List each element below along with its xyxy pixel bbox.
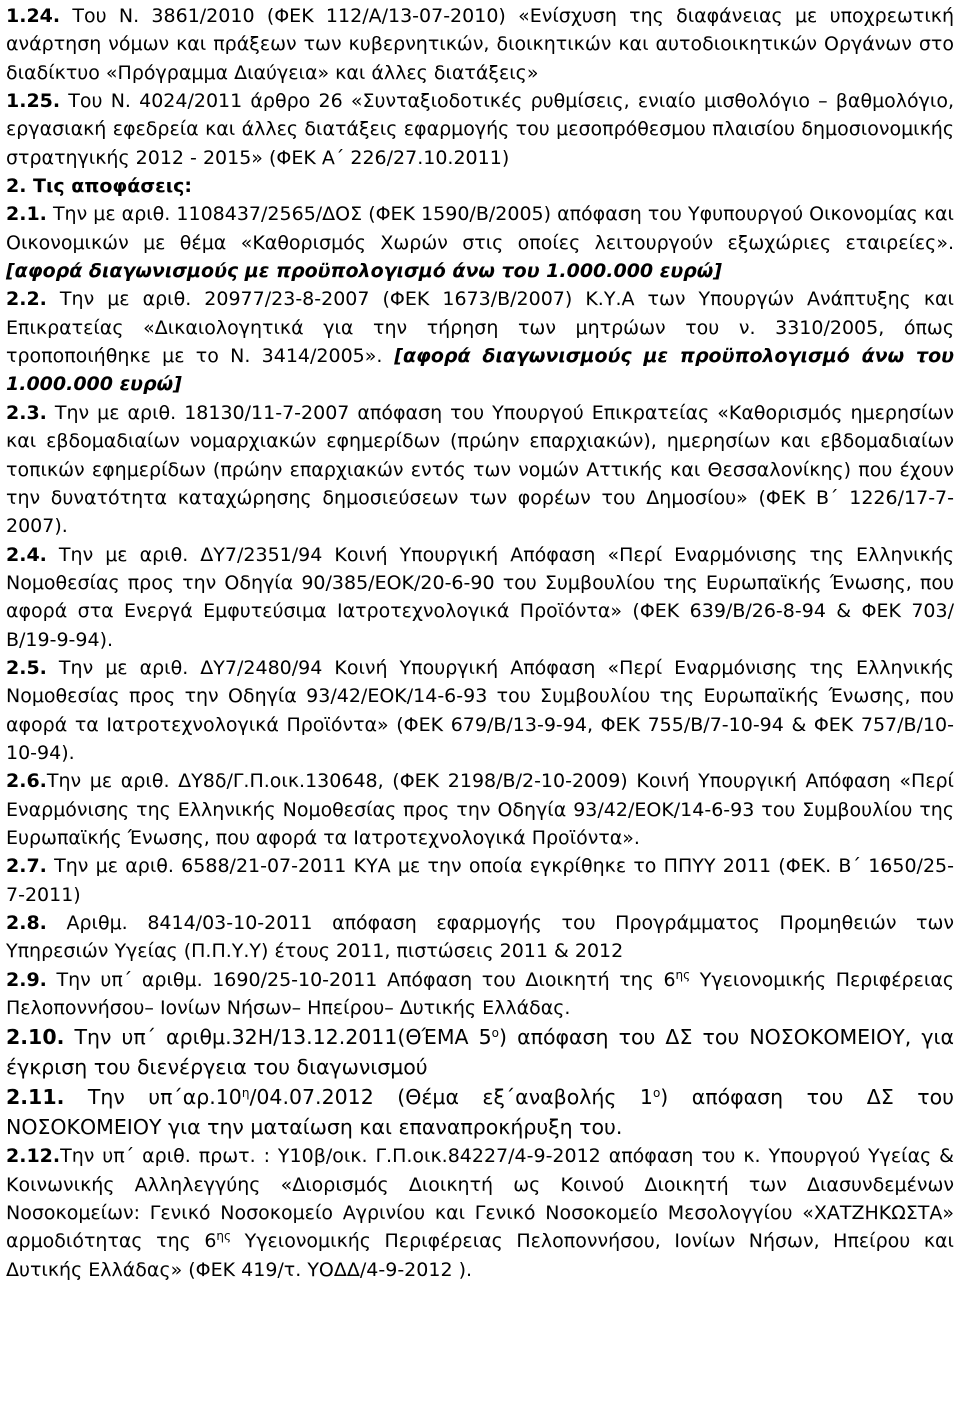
- item-1-24: [6, 2, 954, 87]
- item-number: 2.4.: [6, 543, 47, 566]
- item-number: 2.12.: [6, 1145, 61, 1168]
- item-text: Την με αριθ. 1108437/2565/ΔΟΣ (ΦΕΚ 1590/Β/2005) απόφαση του Υφυπουργού Οικονομίας και Οικονομικών με θέμα «Καθορισμός Χωρών στις οποίες λειτουργούν εξωχώριες εταιρείες».: [6, 203, 954, 254]
- item-2-12: [6, 1142, 954, 1284]
- item-number: 2.5.: [6, 656, 47, 679]
- item-text: Την με αριθ. 20977/23-8-2007 (ΦΕΚ 1673/Β/2007) Κ.Υ.Α των Υπουργών Ανάπτυξης και Επικρατείας «Δικαιολογητικά για την τήρηση των μητρώων του ν. 3310/2005, όπως τροποποιήθηκε με το Ν. 3414/2005».: [6, 288, 954, 368]
- item-2-3: [6, 399, 954, 541]
- superscript: ο: [491, 1026, 500, 1041]
- item-text: Την υπ΄αρ.10: [64, 1085, 242, 1110]
- item-text: Την με αριθ. ΔΥ8δ/Γ.Π.οικ.130648, (ΦΕΚ 2198/Β/2-10-2009) Κοινή Υπουργική Απόφαση «Περί Εναρμόνισης της Ελληνικής Νομοθεσίας προς την Οδηγία 93/42/ΕΟΚ/14-6-93 του Συμβουλίου της Ευρωπαϊκής Ένωσης, που αφορά τα Ιατροτεχνολογικά Προϊόντα».: [6, 770, 954, 849]
- item-text: Την με αριθ. 6588/21-07-2011 ΚΥΑ με την οποία εγκρίθηκε το ΠΠΥΥ 2011 (ΦΕΚ. Β΄ 1650/25-7-2011): [6, 855, 954, 906]
- item-2-8: [6, 909, 954, 966]
- item-text: Την με αριθ. ΔΥ7/2480/94 Κοινή Υπουργική Απόφαση «Περί Εναρμόνισης της Ελληνικής Νομοθεσίας προς την Οδηγία 93/42/ΕΟΚ/14-6-93 του Συμβουλίου της Ευρωπαϊκής Ένωσης, που αφορά τα Ιατροτεχνολογικά Προϊόντα» (ΦΕΚ 679/Β/13-9-94, ΦΕΚ 755/Β/7-10-94 & ΦΕΚ 757/Β/10-10-94).: [6, 656, 954, 764]
- item-2-6: [6, 767, 954, 852]
- item-number: 2.7.: [6, 855, 47, 878]
- item-text: Την υπ΄ αριθ. πρωτ. : Υ10β/οικ. Γ.Π.οικ.84227/4-9-2012 απόφαση του κ. Υπουργού Υγείας & Κοινωνικής Αλληλεγγύης «Διορισμός Διοικητή ως Κοινού Διοικητή των Διασυνδεμένων Νοσοκομείων: Γενικό Νοσοκομείο Αγρινίου και Γενικό Νοσοκομείο Μεσολογγίου «ΧΑΤΖΗΚΩΣΤΑ» αρμοδιότητας της 6: [6, 1145, 954, 1253]
- item-note: [αφορά διαγωνισμούς με προϋπολογισμό άνω του 1.000.000 ευρώ]: [6, 260, 722, 283]
- item-text: Την με αριθ. ΔΥ7/2351/94 Κοινή Υπουργική Απόφαση «Περί Εναρμόνισης της Ελληνικής Νομοθεσίας προς την Οδηγία 90/385/ΕΟΚ/20-6-90 του Συμβουλίου της Ευρωπαϊκής Ένωσης, που αφορά στα Ενεργά Εμφυτεύσιμα Ιατροτεχνολογικά Προϊόντα» (ΦΕΚ 639/Β/26-8-94 & ΦΕΚ 703/Β/19-9-94).: [6, 543, 954, 651]
- item-number: 2.2.: [6, 288, 47, 311]
- item-text: ) απόφαση του ΔΣ του ΝΟΣΟΚΟΜΕΙΟΥ για την ματαίωση και επαναπροκήρυξη του.: [6, 1085, 954, 1140]
- item-2-7: [6, 852, 954, 909]
- item-text: ) απόφαση του ΔΣ του ΝΟΣΟΚΟΜΕΙΟΥ, για έγκριση του διενέργεια του διαγωνισμού: [6, 1025, 954, 1080]
- item-number: 2.1.: [6, 203, 47, 226]
- item-number: 1.25.: [6, 90, 61, 113]
- item-text: Την υπ΄ αριθμ.32Η/13.12.2011(ΘΈΜΑ 5: [64, 1025, 492, 1050]
- item-2-5: [6, 654, 954, 767]
- item-text: Υγειονομικής Περιφέρειας Πελοποννήσου, Ιονίων Νήσων, Ηπείρου και Δυτικής Ελλάδας» (ΦΕΚ 419/τ. ΥΟΔΔ/4-9-2012 ).: [6, 1230, 954, 1281]
- item-2-9: [6, 966, 954, 1023]
- item-1-25: [6, 87, 954, 172]
- item-text: Την με αριθ. 18130/11-7-2007 απόφαση του Υπουργού Επικρατείας «Καθορισμός ημερησίων και εβδομαδιαίων νομαρχιακών εφημερίδων (πρώην επαρχιακών), ημερησίων και εβδομαδιαίων τοπικών εφημερίδων (πρώην επαρχιακών εντός των νομών Αττικής και Θεσσαλονίκης) που έχουν την δυνατότητα καταχώρησης δημοσιεύσεων των φορέων του Δημοσίου» (ΦΕΚ Β΄ 1226/17-7-2007).: [6, 401, 954, 538]
- section-2-heading: 2. Τις αποφάσεις:: [6, 175, 192, 198]
- item-number: 2.10.: [6, 1025, 65, 1050]
- item-2-1: [6, 200, 954, 285]
- item-number: 2.8.: [6, 912, 47, 934]
- item-2-11: [6, 1082, 954, 1142]
- item-number: 1.24.: [6, 5, 61, 27]
- item-number: 2.6.: [6, 770, 47, 793]
- item-2-10: [6, 1022, 954, 1082]
- superscript: ης: [675, 967, 691, 982]
- item-note: [αφορά διαγωνισμούς με προϋπολογισμό άνω του 1.000.000 ευρώ]: [6, 345, 955, 396]
- item-text: /04.07.2012 (Θέμα εξ΄αναβολής 1: [249, 1085, 653, 1110]
- item-text: Του Ν. 3861/2010 (ΦΕΚ 112/Α/13-07-2010) «Ενίσχυση της διαφάνειας με υποχρεωτική ανάρτηση νόμων και πράξεων των κυβερνητικών, διοικητικών και αυτοδιοικητικών Οργάνων στο διαδίκτυο «Πρόγραμμα Διαύγεια» και άλλες διατάξεις»: [6, 5, 954, 84]
- item-number: 2.11.: [6, 1085, 65, 1110]
- superscript: ης: [216, 1229, 232, 1244]
- item-text: Του Ν. 4024/2011 άρθρο 26 «Συνταξιοδοτικές ρυθμίσεις, ενιαίο μισθολόγιο – βαθμολόγιο, εργασιακή εφεδρεία και άλλες διατάξεις εφαρμογής του μεσοπρόθεσμου πλαισίου δημοσιονομικής στρατηγικής 2012 - 2015» (ΦΕΚ Α΄ 226/27.10.2011): [6, 90, 954, 169]
- item-2-2: [6, 285, 954, 398]
- item-number: 2.9.: [6, 968, 47, 991]
- superscript: η: [241, 1086, 250, 1101]
- item-text: Την υπ΄ αριθμ. 1690/25-10-2011 Απόφαση του Διοικητή της 6: [46, 968, 676, 991]
- superscript: ο: [652, 1086, 661, 1101]
- item-number: 2.3.: [6, 401, 47, 424]
- item-2-4: [6, 541, 954, 654]
- item-text: Υγειονομικής Περιφέρειας Πελοποννήσου– Ιονίων Νήσων– Ηπείρου– Δυτικής Ελλάδας.: [6, 968, 954, 1020]
- item-text: Αριθμ. 8414/03-10-2011 απόφαση εφαρμογής του Προγράμματος Προμηθειών των Υπηρεσιών Υγείας (Π.Π.Υ.Υ) έτους 2011, πιστώσεις 2011 & 2012: [6, 912, 954, 963]
